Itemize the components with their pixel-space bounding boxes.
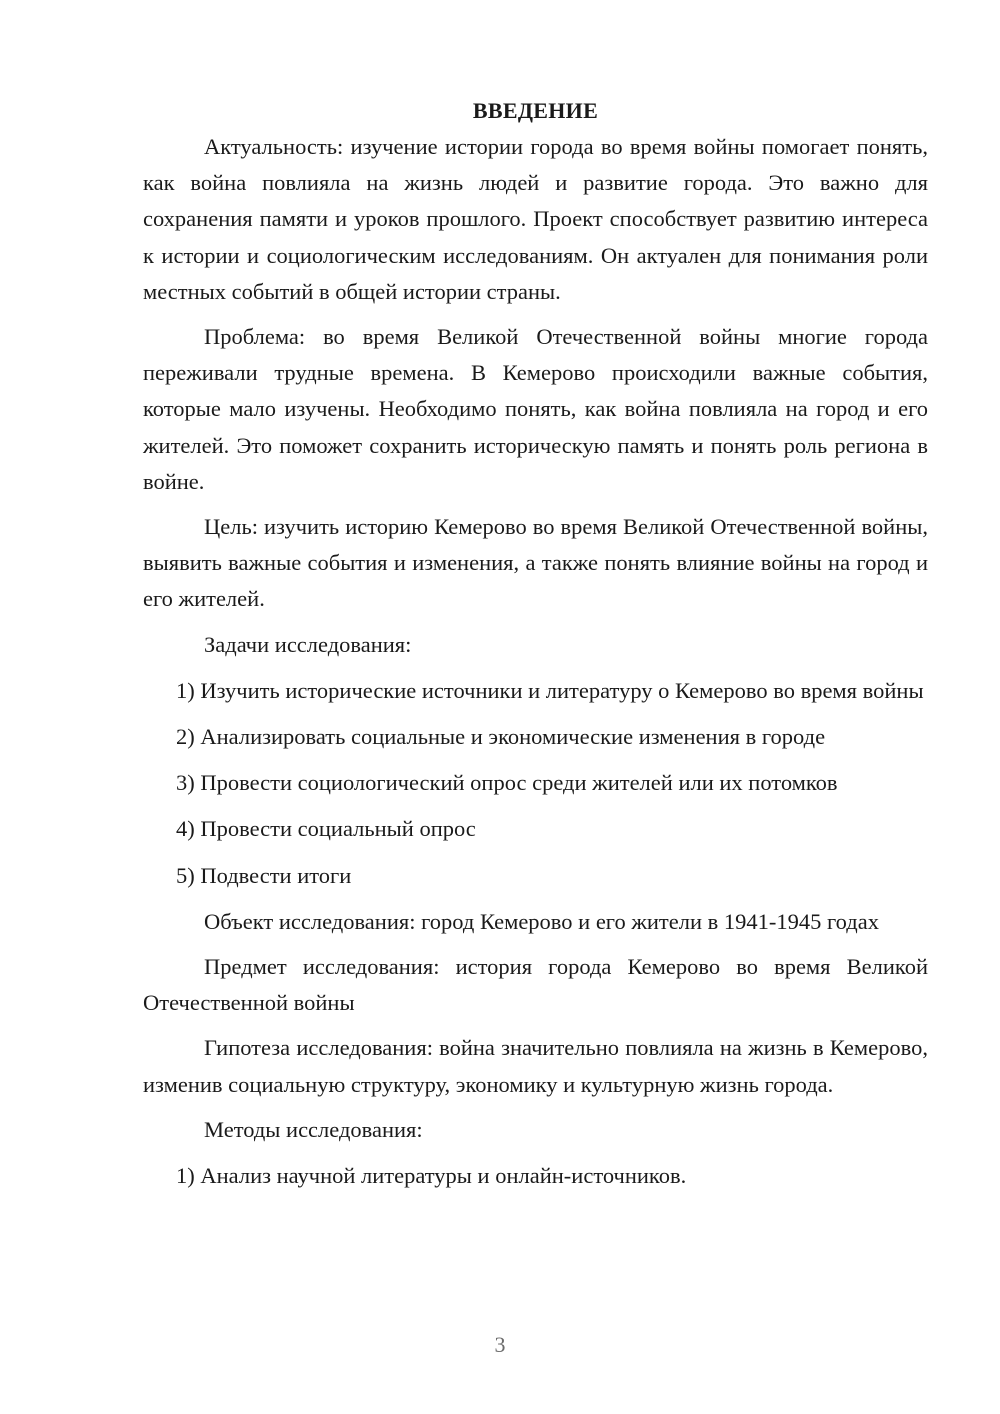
tasks-heading: Задачи исследования:	[204, 631, 412, 657]
method-item-1: 1) Анализ научной литературы и онлайн-источников.	[176, 1163, 687, 1189]
methods-heading: Методы исследования:	[204, 1116, 423, 1142]
hypothesis-paragraph: Гипотеза исследования: война значительно повлияла на жизнь в Кемерово, изменив социальную структуру, экономику и культурную жизнь города.	[143, 1035, 928, 1097]
task-item-4: 4) Провести социальный опрос	[176, 816, 476, 842]
problem-paragraph: Проблема: во время Великой Отечественной войны многие города переживали трудные времена. В Кемерово происходили важные события, которые мало изучены. Необходимо понять, как война повлияла на город и его жителей. Это поможет сохранить историческую память и понять роль региона в войне.	[143, 324, 928, 494]
page-content	[143, 94, 928, 1204]
section-heading: ВВЕДЕНИЕ	[472, 98, 599, 123]
subject-paragraph: Предмет исследования: история города Кемерово во время Великой Отечественной войны	[143, 954, 928, 1016]
task-item-3: 3) Провести социологический опрос среди жителей или их потомков	[176, 770, 838, 796]
object-paragraph: Объект исследования: город Кемерово и его жители в 1941-1945 годах	[204, 908, 879, 934]
task-item-1: 1) Изучить исторические источники и литературу о Кемерово во время войны	[176, 677, 924, 703]
task-item-2: 2) Анализировать социальные и экономические изменения в городе	[176, 724, 826, 750]
task-item-5: 5) Подвести итоги	[176, 862, 352, 888]
page-number: 3	[494, 1332, 506, 1357]
relevance-paragraph: Актуальность: изучение истории города во время войны помогает понять, как война повлияла на жизнь людей и развитие города. Это важно для сохранения памяти и уроков прошлого. Проект способствует развитию интереса к истории и социологическим исследованиям. Он актуален для понимания роли местных событий в общей истории страны.	[143, 134, 928, 304]
goal-paragraph: Цель: изучить историю Кемерово во время Великой Отечественной войны, выявить важные события и изменения, а также понять влияние войны на город и его жителей.	[143, 514, 928, 612]
